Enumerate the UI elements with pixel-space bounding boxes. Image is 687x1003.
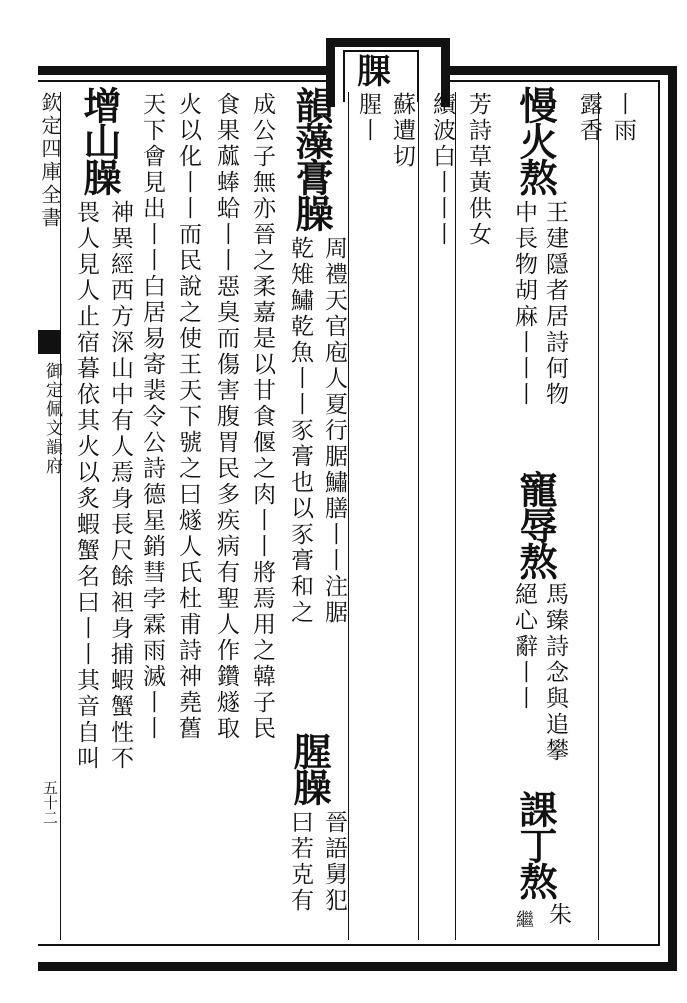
text-column: 周禮天官庖人夏行腒鱐膳丨丨注腒 <box>321 236 347 626</box>
text-column: 火以化丨丨而民說之使王天下號之曰燧人氏杜甫詩神堯舊 <box>175 92 201 742</box>
entry-headword: 課丁熬 <box>513 790 558 898</box>
column-rule <box>418 92 419 940</box>
page-number: 五十二 <box>41 780 59 825</box>
spine-title-top: 欽定四庫全書 <box>38 92 62 230</box>
header-character: 腂 <box>357 52 391 92</box>
text-column: 馬臻詩念與追攀 <box>542 582 568 764</box>
text-column: 朱 <box>545 902 571 928</box>
text-column: 績波白丨丨丨 <box>429 92 455 248</box>
text-column: 成公子無亦晉之柔嘉是以甘食偃之肉丨丨將焉用之韓子民 <box>249 92 275 742</box>
column-rule <box>598 92 599 940</box>
text-column-2: 露香 <box>576 92 602 144</box>
pronunciation-column: 蘇遭切 <box>389 92 415 170</box>
text-column: 晉語舅犯 <box>321 810 347 914</box>
section-heading: 韻藻膏臊 <box>289 86 334 230</box>
spine-title-bottom: 御定佩文韻府 <box>42 362 62 476</box>
text-column: 王建隱者居詩何物 <box>542 200 568 408</box>
entry-headword: 增山臊 <box>77 86 122 194</box>
text-column: 腥丨 <box>355 92 381 144</box>
entry-headword: 腥臊 <box>287 732 332 804</box>
text-column: 芳詩草黃供女 <box>465 92 491 248</box>
text-column: 食果蓏蜯蛤丨丨惡臭而傷害腹胃民多疾病有聖人作鑽燧取 <box>213 92 239 742</box>
text-column-1: 丨雨 <box>610 92 636 144</box>
entry-headword: 慢火熬 <box>513 86 558 194</box>
text-column: 絕心辭丨丨 <box>511 582 537 712</box>
text-column: 神異經西方深山中有人焉身長尺餘袒身捕蝦蟹性不 <box>107 200 133 772</box>
spine-fish-tail-mark <box>38 330 60 354</box>
text-column: 乾雉鱐乾魚丨丨豕膏也以豕膏和之 <box>287 236 313 626</box>
text-column: 曰若克有 <box>287 810 313 914</box>
text-column: 天下會見出丨丨白居易寄裴令公詩德星銷彗孛霖雨滅丨丨 <box>139 92 165 742</box>
text-column: 繼 <box>513 910 534 928</box>
entry-headword: 寵辱熬 <box>513 470 558 578</box>
text-column: 中長物胡麻丨丨丨 <box>511 200 537 408</box>
text-column: 畏人見人止宿暮依其火以炙蝦蟹名曰丨丨其音自叫 <box>73 200 99 772</box>
